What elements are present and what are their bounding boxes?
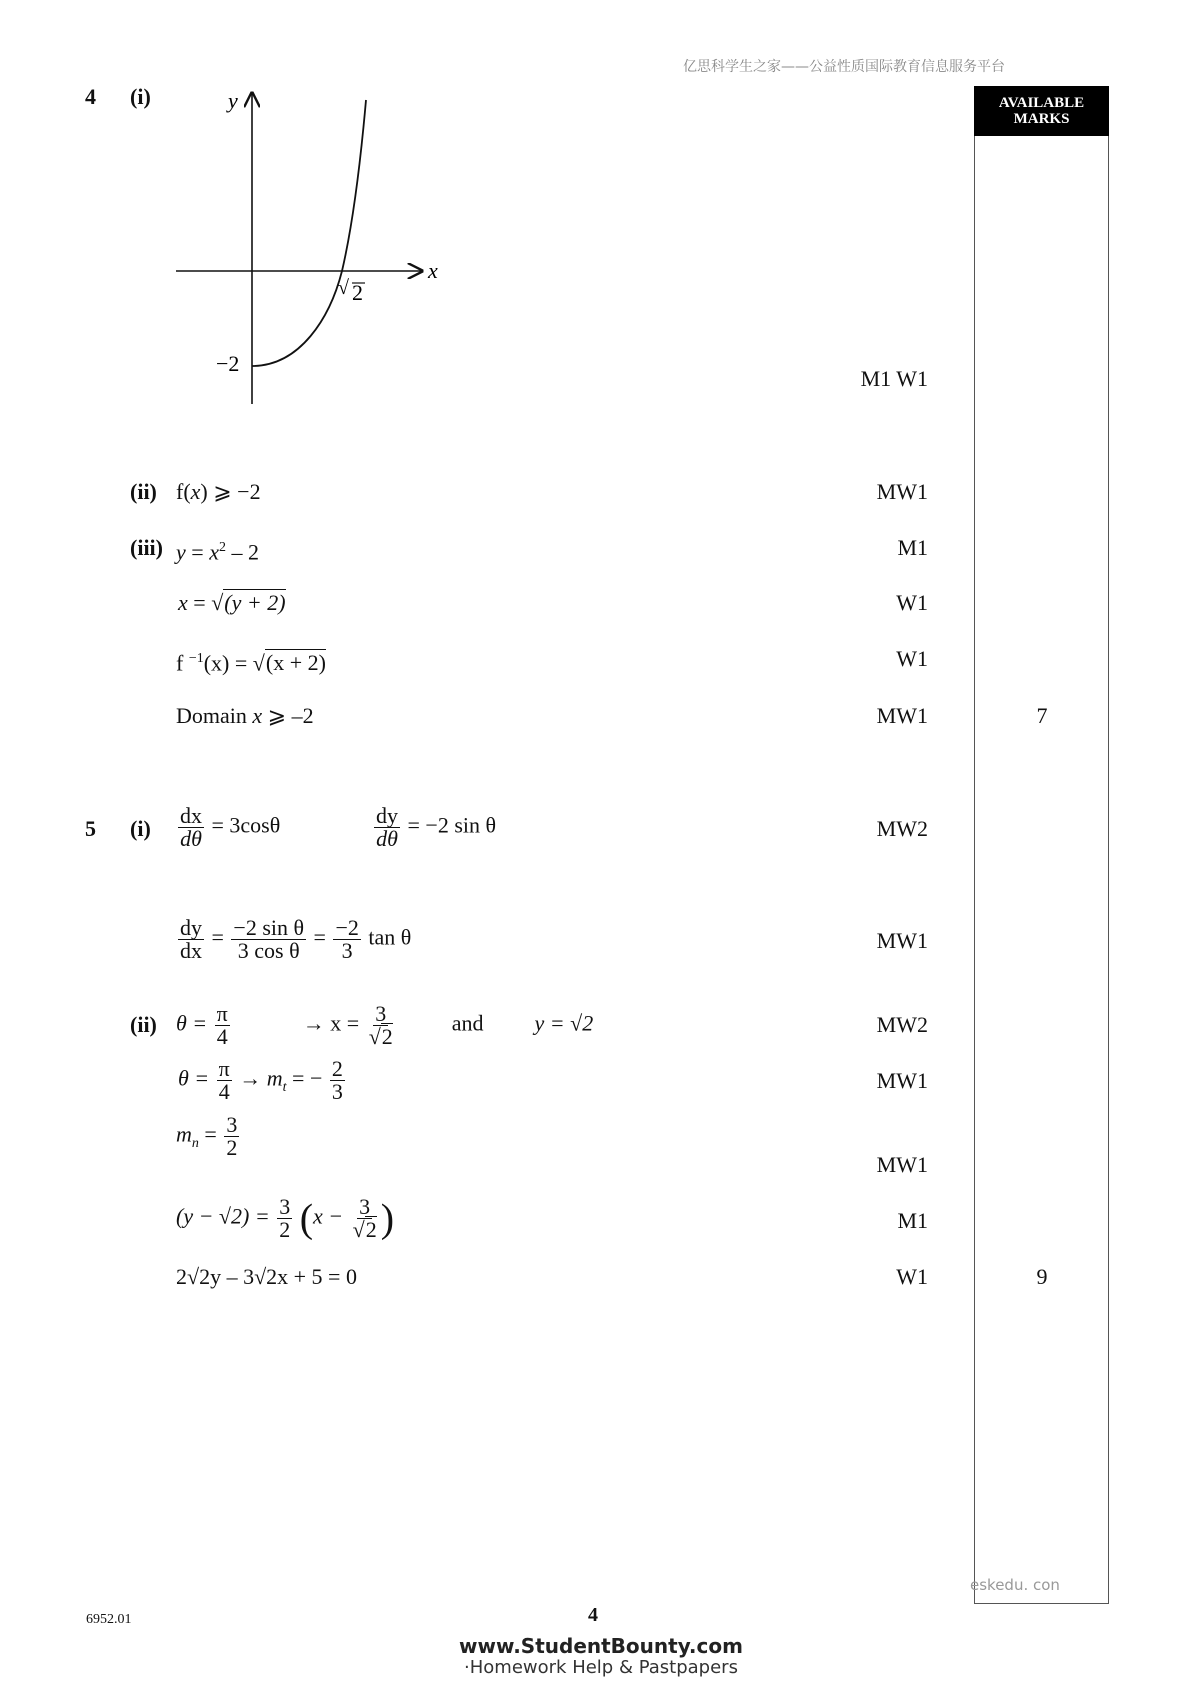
side-watermark: eskedu. con bbox=[970, 1576, 1060, 1594]
q4-part-iii: (iii) bbox=[130, 535, 163, 560]
q4-marks-iii-d: MW1 bbox=[876, 703, 928, 728]
marks-header-line2: MARKS bbox=[1013, 111, 1070, 127]
q4-marks-ii: MW1 bbox=[876, 479, 928, 504]
q5-marks-ii-c: MW1 bbox=[876, 1152, 928, 1177]
q4-line-ii: f(x) ⩾ −2 bbox=[176, 479, 261, 504]
q5-marks-ii-e: W1 bbox=[896, 1264, 928, 1289]
q4-line-iii-d: Domain x ⩾ –2 bbox=[176, 703, 314, 728]
q4-part-ii: (ii) bbox=[130, 479, 157, 504]
q5-eq2: $\frac{dy}{d\theta}$ = −2 sin θ bbox=[376, 803, 497, 851]
page-number: 4 bbox=[588, 1604, 598, 1626]
intercept-label: −2 bbox=[216, 351, 240, 376]
q5-eq5: θ = $\frac{\pi}{4}$ → $m_t$ = − $\frac{2}{3}$ bbox=[178, 1056, 343, 1104]
q5-marks-ii-d: M1 bbox=[897, 1208, 928, 1233]
paper-code: 6952.01 bbox=[86, 1612, 132, 1627]
q4-line-iii-c: f $^{-1}$(x) = √(x + 2) bbox=[176, 650, 326, 676]
q5-part-i: (i) bbox=[130, 816, 151, 841]
q5-eq7: (y − √2) = $\frac{3}{2}$ (x − $\frac{3}{√2}$ ) bbox=[176, 1194, 395, 1242]
sqrt-sign: √ bbox=[211, 590, 224, 615]
q5-marks-i-b: MW1 bbox=[876, 928, 928, 953]
root-label: 2 bbox=[352, 280, 363, 305]
q5-marks-ii-a: MW2 bbox=[876, 1012, 928, 1037]
sqrt-sign: √ bbox=[252, 650, 265, 676]
q4-marks-i: M1 W1 bbox=[860, 366, 928, 391]
q5-marks-i-a: MW2 bbox=[876, 816, 928, 841]
q4-marks-iii-a: M1 bbox=[897, 535, 928, 560]
q4-marks-iii-c: W1 bbox=[896, 646, 928, 671]
y-axis-label: y bbox=[228, 88, 238, 113]
q5-eq8: 2√2y – 3√2x + 5 = 0 bbox=[176, 1264, 357, 1289]
q4-marks-iii-b: W1 bbox=[896, 590, 928, 615]
q4-number: 4 bbox=[85, 84, 96, 109]
q4-line-iii-a: $y = x^2 - 2$ bbox=[176, 539, 259, 565]
logo-line2: ·Homework Help & Pastpapers bbox=[464, 1657, 738, 1678]
studentbounty-logo[interactable] bbox=[456, 1636, 746, 1678]
q5-total: 9 bbox=[1036, 1264, 1048, 1289]
q5-part-ii: (ii) bbox=[130, 1012, 157, 1037]
q5-eq6: $m_n$ = $\frac{3}{2}$ bbox=[176, 1112, 238, 1160]
curve bbox=[252, 100, 366, 366]
q5-eq1: $\frac{dx}{d\theta}$ = 3cosθ bbox=[180, 803, 281, 851]
marks-header bbox=[974, 86, 1109, 136]
marks-header-line1: AVAILABLE bbox=[998, 95, 1085, 111]
marks-column bbox=[974, 86, 1109, 1604]
header-watermark: 亿思科学生之家——公益性质国际教育信息服务平台 bbox=[683, 59, 1005, 75]
q5-eq3: $\frac{dy}{dx}$ = $\frac{\text{−2 sin θ}}{\text{3 cos θ}}$ = $\frac{-2}{3}$ tan θ bbox=[180, 915, 412, 963]
logo-line1: www.StudentBounty.com bbox=[459, 1634, 743, 1658]
root-radical: √ bbox=[338, 277, 349, 299]
q4-graph bbox=[170, 88, 450, 408]
x-axis-label: x bbox=[428, 258, 438, 283]
q5-eq4: θ = $\frac{\pi}{4}$ → x = $\frac{3}{√2}$ and y = √2 bbox=[176, 1001, 594, 1049]
q5-number: 5 bbox=[85, 816, 96, 841]
q4-total: 7 bbox=[1036, 703, 1048, 728]
q4-line-iii-b: x = √(y + 2) bbox=[178, 590, 286, 615]
q4-part-i: (i) bbox=[130, 84, 151, 109]
q5-marks-ii-b: MW1 bbox=[876, 1068, 928, 1093]
